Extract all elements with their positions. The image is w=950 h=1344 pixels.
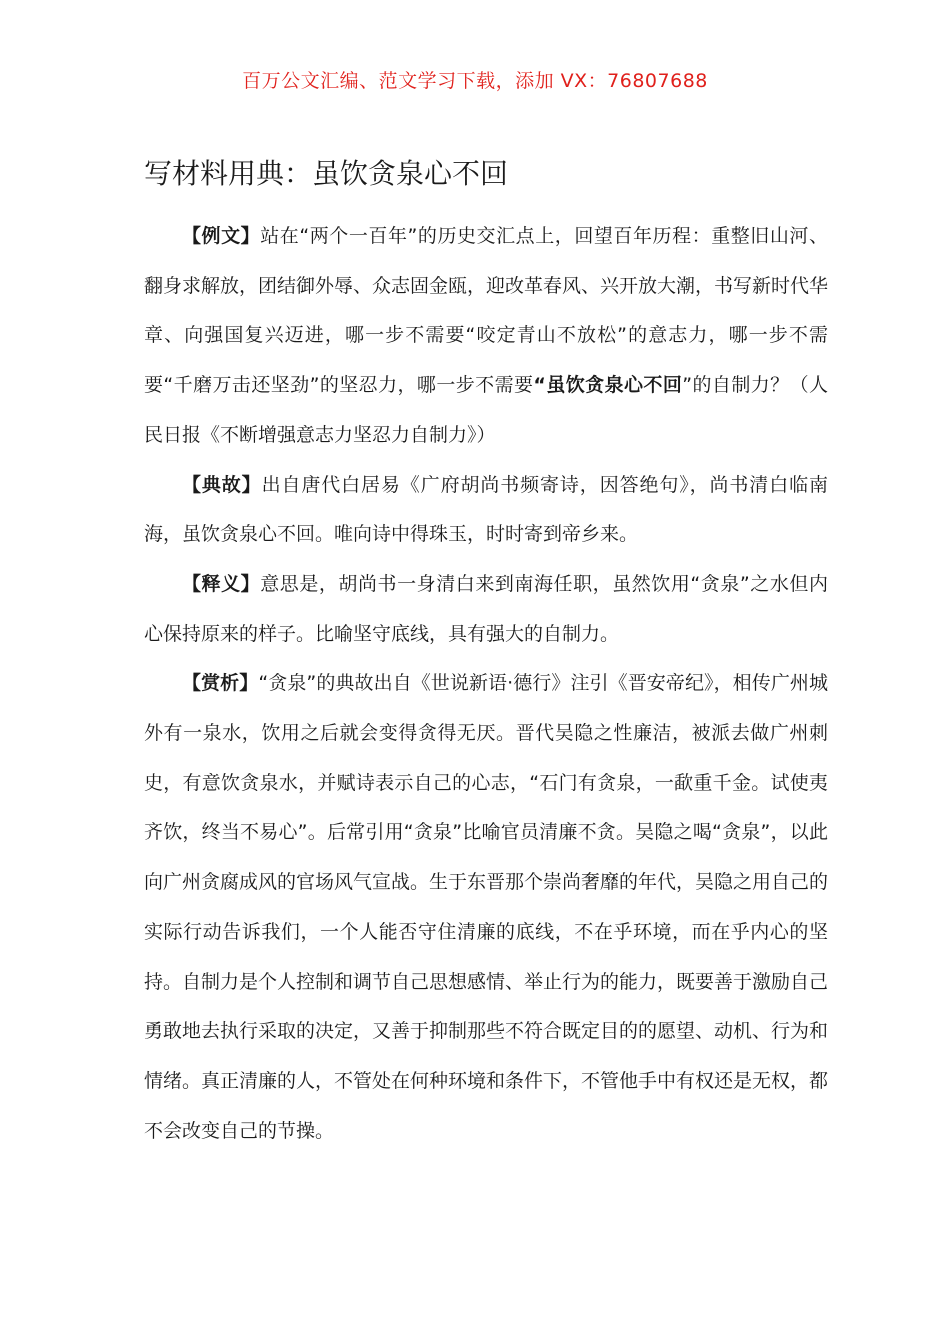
paragraph-text: ”的自制力？（人民日报《不断增强意志力坚忍力自制力》）: [144, 374, 828, 446]
paragraph-text: 站在“两个一百年”的历史交汇点上，回望百年历程：重整旧山河、翻身求解放，团结御外辱、众志固金瓯，迎改革春风、兴开放大潮，书写新时代华章、向强国复兴迈进，哪一步不需要“咬定青山不放松”的意志力，哪一步不需要“千磨万击还坚劲”的坚忍力，哪一步不需要: [144, 225, 829, 397]
paragraph-appreciation: [144, 659, 828, 1156]
paragraph-example: [144, 212, 828, 461]
paragraph-text: 出自唐代白居易《广府胡尚书频寄诗，因答绝句》，尚书清白临南海，虽饮贪泉心不回。唯向诗中得珠玉，时时寄到帝乡来。: [144, 473, 828, 546]
paragraph-text: 意思是，胡尚书一身清白来到南海任职，虽然饮用“贪泉”之水但内心保持原来的样子。比喻坚守底线，具有强大的自制力。: [144, 572, 828, 645]
article-body: [144, 212, 828, 1156]
paragraph-allusion: [144, 461, 828, 560]
paragraph-lead: 【例文】: [182, 225, 261, 247]
paragraph-meaning: [144, 560, 828, 659]
paragraph-emphasis: “虽饮贪泉心不回: [533, 374, 683, 397]
paragraph-lead: 【典故】: [182, 473, 262, 496]
paragraph-lead: 【释义】: [182, 572, 261, 595]
paragraph-text: “贪泉”的典故出自《世说新语·德行》注引《晋安帝纪》，相传广州城外有一泉水，饮用之后就会变得贪得无厌。晋代吴隐之性廉洁，被派去做广州刺史，有意饮贪泉水，并赋诗表示自己的心志，“石门有贪泉，一歃重千金。试使夷齐饮，终当不易心”。后常引用“贪泉”比喻官员清廉不贪。吴隐之喝“贪泉”，以此向广州贪腐成风的官场风气宣战。生于东晋那个崇尚奢靡的年代，吴隐之用自己的实际行动告诉我们，一个人能否守住清廉的底线，不在乎环境，而在乎内心的坚持。自制力是个人控制和调节自己思想感情、举止行为的能力，既要善于激励自己勇敢地去执行采取的决定，又善于抑制那些不符合既定目的的愿望、动机、行为和情绪。真正清廉的人，不管处在何种环境和条件下，不管他手中有权还是无权，都不会改变自己的节操。: [144, 672, 829, 1142]
paragraph-lead: 【赏析】: [182, 672, 259, 695]
page-title: 写材料用典：虽饮贪泉心不回: [144, 157, 509, 190]
header-note: 百万公文汇编、范文学习下载，添加 VX：76807688: [242, 70, 708, 92]
